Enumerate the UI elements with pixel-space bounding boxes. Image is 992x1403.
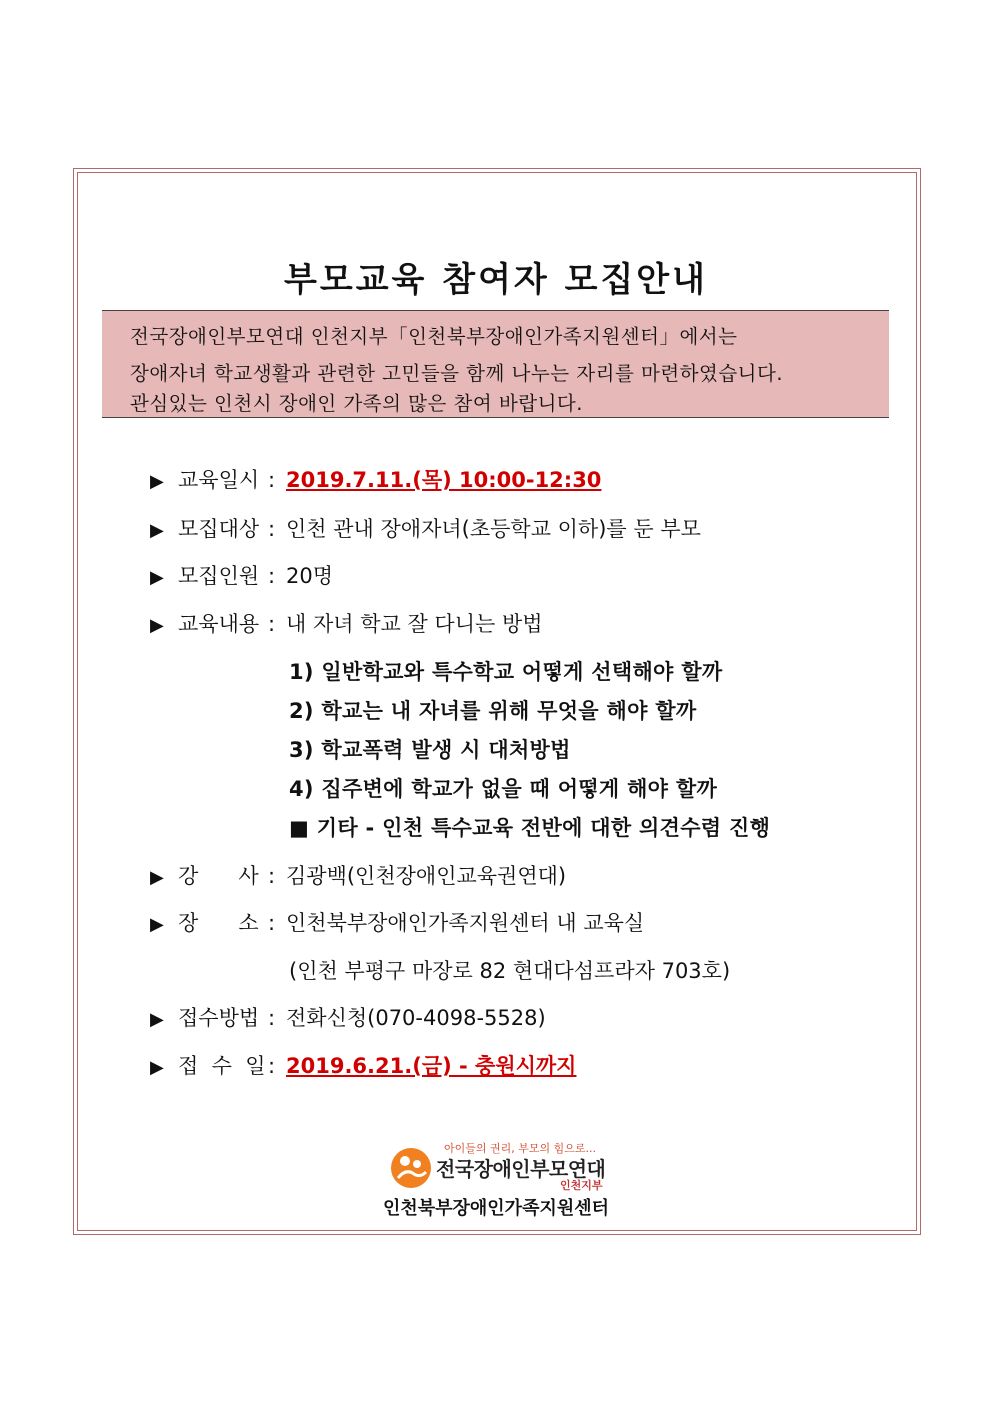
label-date: 교육일시 [178,468,260,492]
value-date: 2019.7.11.(목) 10:00-12:30 [286,468,602,492]
arrow-icon: ▶ [150,615,164,636]
value-count: 20명 [286,564,334,588]
arrow-icon: ▶ [150,867,164,888]
intro-line-2: 장애자녀 학교생활과 관련한 고민들을 함께 나누는 자리를 마련하였습니다. [130,362,784,385]
value-content: 내 자녀 학교 잘 다니는 방법 [286,612,543,636]
topic-1: 1) 일반학교와 특수학교 어떻게 선택해야 할까 [289,660,723,684]
row-lecturer: ▶ 강 사 : 김광백(인천장애인교육권연대) [150,860,566,890]
arrow-icon: ▶ [150,520,164,541]
logo-name: 전국장애인부모연대 [436,1157,606,1181]
value-method: 전화신청(070-4098-5528) [286,1006,546,1030]
arrow-icon: ▶ [150,567,164,588]
label-count: 모집인원 [178,564,260,588]
topic-other: ■ 기타 - 인천 특수교육 전반에 대한 의견수렴 진행 [289,816,771,840]
intro-line-3: 관심있는 인천시 장애인 가족의 많은 참여 바랍니다. [130,392,583,415]
center-name: 인천북부장애인가족지원센터 [382,1198,610,1219]
place-address: (인천 부평구 마장로 82 현대다섬프라자 703호) [289,959,731,983]
family-logo-icon [388,1144,434,1190]
topic-3: 3) 학교폭력 발생 시 대처방법 [289,738,571,762]
label-deadline: 접 수 일 [178,1054,266,1078]
organization-logo [388,1140,618,1198]
value-place: 인천북부장애인가족지원센터 내 교육실 [286,911,645,935]
label-method: 접수방법 [178,1006,260,1030]
logo-branch: 인천지부 [560,1179,603,1192]
label-target: 모집대상 [178,517,260,541]
arrow-icon: ▶ [150,914,164,935]
label-lecturer: 강 사 [178,864,259,888]
row-deadline: ▶ 접 수 일 : 2019.6.21.(금) - 충원시까지 [150,1050,576,1080]
arrow-icon: ▶ [150,1009,164,1030]
logo-slogan: 아이들의 권리, 부모의 힘으로... [444,1142,596,1155]
page-title: 부모교육 참여자 모집안내 [284,260,708,300]
row-place: ▶ 장 소 : 인천북부장애인가족지원센터 내 교육실 [150,907,644,937]
row-method: ▶ 접수방법 : 전화신청(070-4098-5528) [150,1002,546,1032]
label-place: 장 소 [178,911,259,935]
arrow-icon: ▶ [150,471,164,492]
row-content: ▶ 교육내용 : 내 자녀 학교 잘 다니는 방법 [150,608,543,638]
arrow-icon: ▶ [150,1057,164,1078]
topic-2: 2) 학교는 내 자녀를 위해 무엇을 해야 할까 [289,699,697,723]
topic-4: 4) 집주변에 학교가 없을 때 어떻게 해야 할까 [289,777,718,801]
label-content: 교육내용 [178,612,260,636]
value-deadline: 2019.6.21.(금) - 충원시까지 [286,1054,577,1078]
value-target: 인천 관내 장애자녀(초등학교 이하)를 둔 부모 [286,517,701,541]
row-date: ▶ 교육일시 : 2019.7.11.(목) 10:00-12:30 [150,464,601,494]
value-lecturer: 김광백(인천장애인교육권연대) [286,864,567,888]
intro-line-1: 전국장애인부모연대 인천지부「인천북부장애인가족지원센터」에서는 [130,325,738,348]
row-target: ▶ 모집대상 : 인천 관내 장애자녀(초등학교 이하)를 둔 부모 [150,513,701,543]
row-count: ▶ 모집인원 : 20명 [150,560,333,590]
